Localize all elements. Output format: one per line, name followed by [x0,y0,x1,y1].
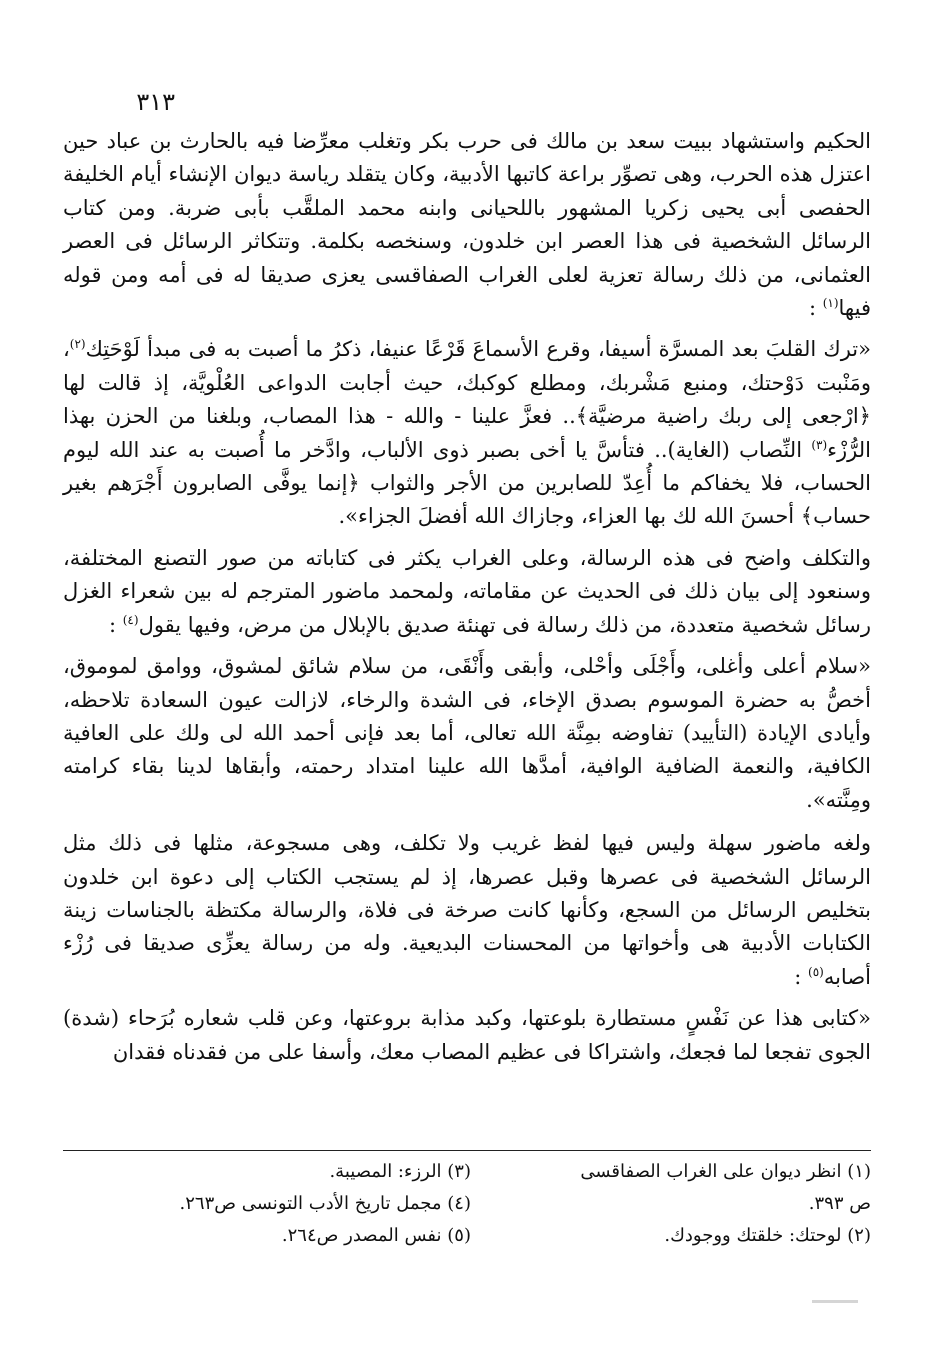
quote-2 [63,650,871,817]
paragraph-3-text: ولغه ماضور سهلة وليس فيها لفظ غريب ولا تكلف، وهى مسجوعة، مثلها فى ذلك مثل الرسائل الشخصية فى عصرها وقبل عصرها، إذ لم يستجب الكتاب إلى دعوة ابن خلدون بتخليص الرسائل من السجع، وكأنها كانت صرخة فى فلاة، والرسالة مكتظة بالجناسات زينة الكتابات الأدبية هى وأخواتها من المحسنات البديعية. وله من رسالة يعزِّى صديقا فى رُزْء أصابه [63,831,871,989]
footnote-ref-2: (٢) [69,337,86,352]
footnote-ref-4: (٤) [122,612,139,627]
footnote-ref-3: (٣) [811,437,828,452]
paragraph-1-text: الحكيم واستشهاد ببيت سعد بن مالك فى حرب بكر وتغلب معرِّضا فيه بالحارث بن عباد حين اعتزل هذه الحرب، وهى تصوِّر براعة كاتبها الأدبية، وكان يتقلد رياسة ديوان الإنشاء أيام الخليفة الحفصى أبى يحيى زكريا المشهور باللحيانى وابنه محمد الملقَّب بأبى ضربة. ومن كتاب الرسائل الشخصية فى هذا العصر ابن خلدون، وسنخصه بكلمة. وتتكاثر الرسائل فى العصر العثمانى، من ذلك رسالة تعزية لعلى الغراب الصفاقسى يعزى صديقا له فى أمه ومن قوله فيها [63,129,872,321]
footnote-ref-5: (٥) [808,964,824,979]
quote-2-text: «سلام أعلى وأغلى، وأَجْلَى وأحْلى، وأبقى وأَنْقَى، من سلام شائق لمشوق، ووامق لموموق، أخصُّ به حضرة الموسوم بصدق الإخاء، فى الشدة والرخاء، لازالت عيون السعادة تلاحظه، وأيادى الإيادة (التأييد) تفاوضه بمِنَّة الله تعالى، أما بعد فإنى أحمد الله لى ولك على العافية الكافية، والنعمة الضافية الوافية، أمدَّها الله علينا امتداد رحمته، وأبقاها لدينا بقاء كرامته ومِنَّته». [63,654,871,812]
paragraph-1-end: : [808,296,817,321]
footnote-2: (٢) لوحتك: خلقتك ووجودك. [664,1225,871,1246]
footnote-ref-1: (١) [822,296,839,311]
quote-1 [63,333,871,533]
footnote-5: (٥) نفس المصدر ص٢٦٤. [281,1225,471,1246]
footnotes-right-column [481,1156,871,1252]
quote-1-text-a: «ترك القلبَ بعد المسرَّة أسيفا، وقرع الأسماعَ قَرْعًا عنيفا، ذكرُ ما أصبت به فى مبدأ لَوْحَتِك [85,337,871,362]
paragraph-3-end: : [794,964,802,989]
footnote-separator [63,1150,871,1151]
quote-1-text-b: ، ومَنْبت دَوْحتك، ومنبع مَشْربك، ومطلع كوكبك، حيث أجابت الدواعى العُلْويَّة، إذ قالت لها ﴿ارْجعى إلى ربك راضية مرضيَّة﴾.. فعزَّ علينا - والله - هذا المصاب، وبلغنا من الحزن بهذا الرُّزْء [63,337,871,462]
footnote-1-continued: ص ٣٩٣. [808,1193,871,1214]
footnote-4: (٤) مجمل تاريخ الأدب التونسى ص٢٦٣. [179,1193,471,1214]
quote-3-text: «كتابى هذا عن نَفْسٍ مستطارة بلوعتها، وكبد مذابة بروعتها، وعن قلب شعاره بُرَحاء (شدة) الجوى تفجعا لما فجعك، واشتراكا فى عظيم المصاب معك، وأسفا على من فقدناه فقدان [63,1006,871,1064]
page-number: ٣١٣ [136,88,175,116]
scan-mark [812,1300,858,1303]
footnote-3: (٣) الرزء: المصيبة. [329,1161,471,1182]
main-text [63,125,871,1069]
footnotes-left-column [63,1156,471,1252]
footnote-1: (١) انظر ديوان على الغراب الصفاقسى [580,1161,871,1182]
paragraph-1 [63,125,871,325]
quote-1-text-c: النِّصاب (الغاية).. فتأسَّ يا أخى بصبر ذوى الألباب، وادَّخر ما أُصبت به عند الله ليوم الحساب، فلا يخفاكم ما أُعِدّ للصابرين من الأجر والثواب ﴿إنما يوفَّى الصابرون أَجْرَهم بغير حساب﴾ أحسنَ الله لك بها العزاء، وجازاك الله أفضلَ الجزاء». [63,437,871,529]
paragraph-2 [63,542,871,642]
quote-3 [63,1002,871,1069]
paragraph-3 [63,827,871,994]
paragraph-2-text: والتكلف واضح فى هذه الرسالة، وعلى الغراب يكثر فى كتاباته من صور التصنع المختلفة، وسنعود إلى بيان ذلك فى الحديث عن مقاماته، ولمحمد ماضور المترجم له بين شعراء الغزل رسائل شخصية متعددة، من ذلك رسالة فى تهنئة صديق بالإبلال من مرض، وفيها يقول [63,545,871,637]
paragraph-2-end: : [108,612,117,637]
